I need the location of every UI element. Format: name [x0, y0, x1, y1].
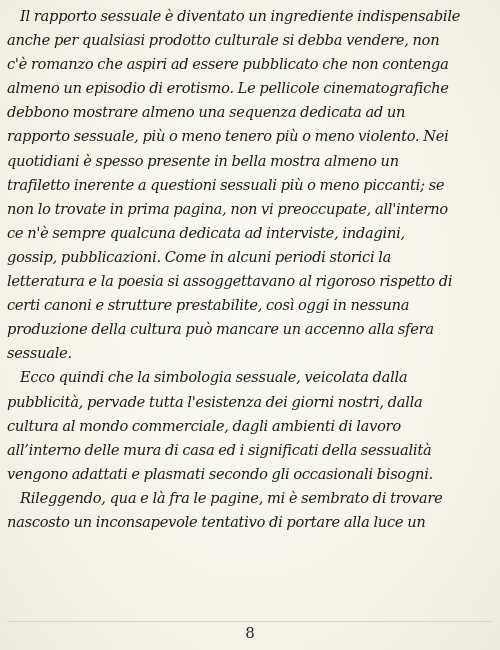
text-line: letteratura e la poesia si assoggettavano al rigoroso rispetto di: [7, 273, 453, 291]
text-line: ce n'è sempre qualcuna dedicata ad interviste, indagini,: [7, 224, 405, 242]
text-line: Il rapporto sessuale è diventato un ingrediente indispensabile: [20, 8, 461, 25]
text-line: almeno un episodio di erotismo. Le pellicole cinematografiche: [7, 80, 449, 98]
text-line: c'è romanzo che aspiri ad essere pubblicato che non contenga: [7, 56, 449, 74]
text-line: all’interno delle mura di casa ed i significati della sessualità: [7, 441, 432, 459]
text-line: certi canoni e strutture prestabilite, così oggi in nessuna: [7, 297, 410, 315]
text-line: Rileggendo, qua e là fra le pagine, mi è sembrato di trovare: [20, 489, 443, 507]
text-line: trafiletto inerente a questioni sessuali più o meno piccanti; se: [7, 176, 445, 194]
text-line: gossip, pubblicazioni. Come in alcuni periodi storici la: [7, 248, 392, 266]
text-line: cultura al mondo commerciale, dagli ambienti di lavoro: [7, 417, 401, 435]
text-line: anche per qualsiasi prodotto culturale si debba vendere, non: [7, 32, 440, 50]
text-line: nascosto un inconsapevole tentativo di portare alla luce un: [7, 513, 426, 531]
text-line: produzione della cultura può mancare un accenno alla sfera: [7, 321, 434, 339]
footer-divider: [7, 621, 493, 622]
page-number: 8: [245, 624, 255, 642]
text-line: quotidiani è spesso presente in bella mostra almeno un: [7, 152, 399, 170]
text-line: non lo trovate in prima pagina, non vi preoccupate, all'interno: [7, 200, 448, 218]
text-line: vengono adattati e plasmati secondo gli occasionali bisogni.: [7, 465, 434, 483]
text-line: Ecco quindi che la simbologia sessuale, veicolata dalla: [20, 369, 408, 387]
text-line: debbono mostrare almeno una sequenza dedicata ad un: [7, 104, 406, 122]
body-text: [7, 5, 493, 535]
text-line: sessuale.: [7, 345, 72, 363]
text-line: rapporto sessuale, più o meno tenero più o meno violento. Nei: [7, 128, 449, 146]
text-line: pubblicità, pervade tutta l'esistenza dei giorni nostri, dalla: [7, 393, 423, 411]
